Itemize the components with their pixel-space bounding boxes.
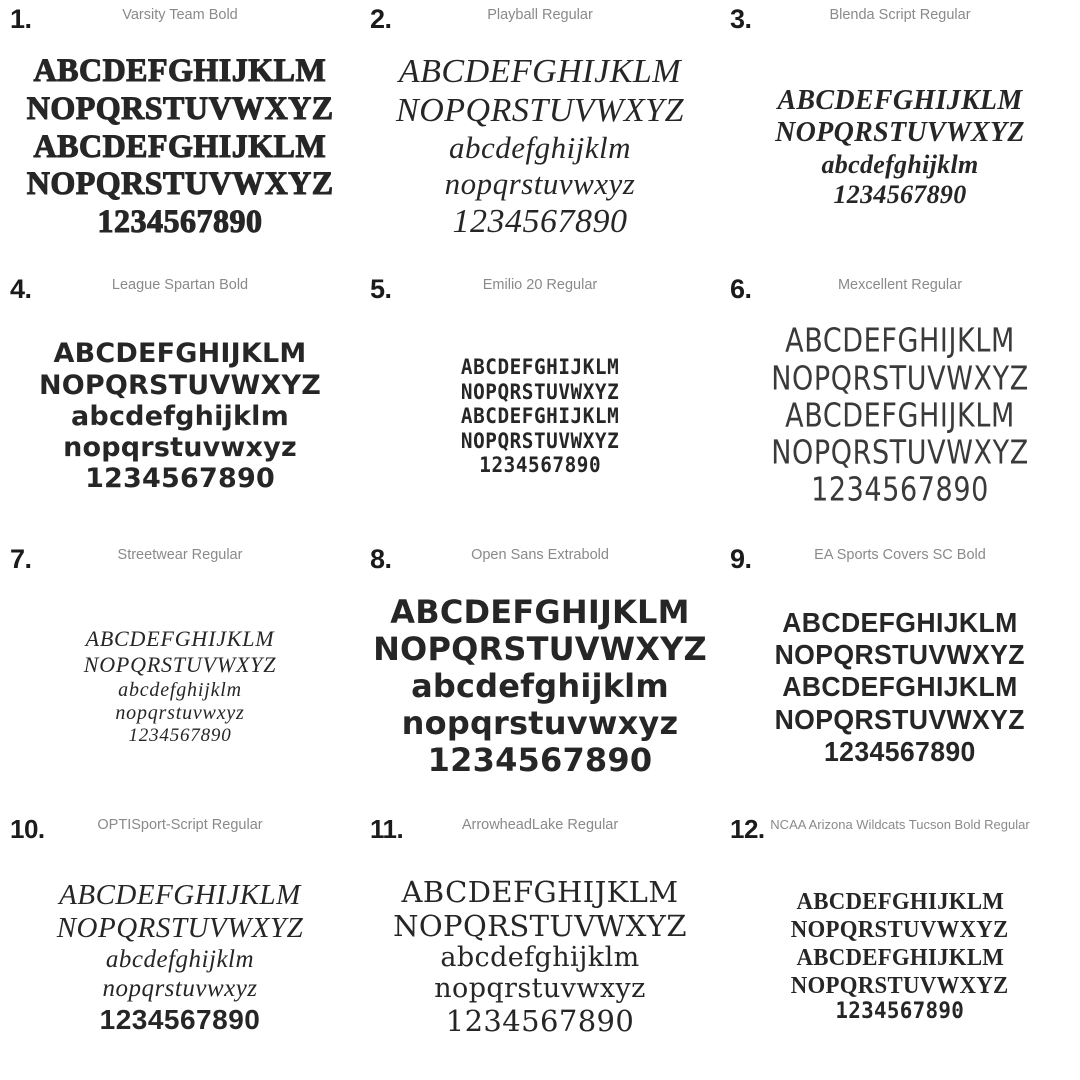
specimen-number: 6. bbox=[730, 274, 752, 304]
specimen-lines bbox=[366, 30, 714, 264]
specimen-card-11 bbox=[360, 810, 720, 1080]
specimen-card-5 bbox=[360, 270, 720, 540]
sample-line: ABCDEFGHIJKLM bbox=[401, 875, 679, 910]
sample-line-numerals: 1234567890 bbox=[824, 736, 976, 768]
font-name-label: OPTISport-Script Regular bbox=[97, 817, 263, 833]
specimen-lines bbox=[366, 840, 714, 1074]
specimen-number: 11. bbox=[370, 814, 404, 844]
sample-line: nopqrstuvwxyz bbox=[115, 701, 245, 724]
specimen-card-2 bbox=[360, 0, 720, 270]
font-name-label: League Spartan Bold bbox=[111, 277, 249, 293]
font-name-label: Playball Regular bbox=[487, 7, 593, 23]
sample-line: NOPQRSTUVWXYZ bbox=[791, 972, 1009, 999]
sample-line: ABCDEFGHIJKLM bbox=[59, 878, 301, 911]
specimen-card-1 bbox=[0, 0, 360, 270]
sample-line: NOPQRSTUVWXYZ bbox=[26, 166, 334, 203]
specimen-number: 9. bbox=[730, 544, 752, 574]
font-name-label: Varsity Team Bold bbox=[122, 7, 238, 23]
sample-line-numerals: 1234567890 bbox=[835, 999, 965, 1025]
specimen-card-10 bbox=[0, 810, 360, 1080]
sample-line: NOPQRSTUVWXYZ bbox=[774, 703, 1026, 735]
specimen-number: 4. bbox=[10, 274, 32, 304]
sample-line: nopqrstuvwxyz bbox=[444, 166, 636, 202]
font-name-label: Mexcellent Regular bbox=[837, 277, 963, 293]
specimen-card-7 bbox=[0, 540, 360, 810]
specimen-lines bbox=[726, 300, 1074, 534]
specimen-header bbox=[726, 814, 1074, 844]
font-name-label: NCAA Arizona Wildcats Tucson Bold Regular bbox=[770, 817, 1030, 832]
sample-line: ABCDEFGHIJKLM bbox=[33, 128, 327, 165]
specimen-card-9 bbox=[720, 540, 1080, 810]
sample-line: ABCDEFGHIJKLM bbox=[53, 338, 307, 370]
specimen-header bbox=[6, 4, 354, 34]
specimen-number: 3. bbox=[730, 4, 752, 34]
sample-line: abcdefghijklm bbox=[448, 130, 632, 166]
sample-line: abcdefghijklm bbox=[118, 678, 242, 701]
sample-line: abcdefghijklm bbox=[411, 667, 669, 706]
sample-line: nopqrstuvwxyz bbox=[401, 703, 679, 742]
sample-line: NOPQRSTUVWXYZ bbox=[26, 90, 334, 127]
specimen-header bbox=[366, 4, 714, 34]
specimen-number: 10. bbox=[10, 814, 45, 844]
sample-line: ABCDEFGHIJKLM bbox=[796, 944, 1004, 971]
specimen-card-12 bbox=[720, 810, 1080, 1080]
specimen-number: 8. bbox=[370, 544, 392, 574]
sample-line: abcdefghijklm bbox=[821, 149, 979, 179]
sample-line-numerals: 1234567890 bbox=[833, 179, 967, 209]
specimen-lines bbox=[366, 570, 714, 804]
specimen-number: 2. bbox=[370, 4, 392, 34]
sample-line: NOPQRSTUVWXYZ bbox=[771, 360, 1029, 398]
sample-line: ABCDEFGHIJKLM bbox=[398, 53, 682, 91]
specimen-header bbox=[366, 274, 714, 304]
sample-line: abcdefghijklm bbox=[71, 400, 289, 432]
specimen-header bbox=[366, 544, 714, 574]
font-name-label: Blenda Script Regular bbox=[829, 7, 971, 23]
specimen-card-8 bbox=[360, 540, 720, 810]
sample-line-numerals: 1234567890 bbox=[427, 740, 653, 779]
sample-line: NOPQRSTUVWXYZ bbox=[396, 92, 684, 130]
sample-line: ABCDEFGHIJKLM bbox=[782, 671, 1018, 703]
sample-line: nopqrstuvwxyz bbox=[434, 973, 646, 1005]
sample-line: ABCDEFGHIJKLM bbox=[85, 626, 275, 652]
sample-line: NOPQRSTUVWXYZ bbox=[791, 916, 1009, 943]
specimen-card-6 bbox=[720, 270, 1080, 540]
specimen-lines bbox=[726, 570, 1074, 804]
specimen-header bbox=[726, 274, 1074, 304]
sample-line-numerals: 1234567890 bbox=[479, 453, 601, 478]
font-name-label: Emilio 20 Regular bbox=[482, 277, 598, 293]
specimen-header bbox=[6, 544, 354, 574]
specimen-lines bbox=[6, 300, 354, 534]
specimen-lines bbox=[726, 30, 1074, 264]
specimen-header bbox=[6, 274, 354, 304]
specimen-number: 5. bbox=[370, 274, 392, 304]
specimen-header bbox=[726, 4, 1074, 34]
specimen-number: 1. bbox=[10, 4, 32, 34]
sample-line: ABCDEFGHIJKLM bbox=[460, 404, 620, 429]
sample-line: abcdefghijklm bbox=[105, 945, 255, 973]
specimen-number: 7. bbox=[10, 544, 32, 574]
sample-line: NOPQRSTUVWXYZ bbox=[774, 638, 1026, 670]
specimen-lines bbox=[6, 30, 354, 264]
sample-line: abcdefghijklm bbox=[440, 942, 640, 973]
sample-line: nopqrstuvwxyz bbox=[63, 432, 297, 464]
sample-line: NOPQRSTUVWXYZ bbox=[373, 630, 707, 669]
font-name-label: Open Sans Extrabold bbox=[471, 547, 609, 563]
sample-line-numerals: 1234567890 bbox=[128, 725, 232, 747]
sample-line: NOPQRSTUVWXYZ bbox=[775, 117, 1025, 149]
sample-line-numerals: 1234567890 bbox=[85, 463, 275, 495]
sample-line: ABCDEFGHIJKLM bbox=[782, 606, 1018, 638]
sample-line: nopqrstuvwxyz bbox=[102, 974, 258, 1002]
font-name-label: EA Sports Covers SC Bold bbox=[814, 547, 986, 563]
specimen-card-4 bbox=[0, 270, 360, 540]
sample-line-numerals: 1234567890 bbox=[811, 471, 989, 510]
sample-line: NOPQRSTUVWXYZ bbox=[460, 379, 620, 404]
sample-line: ABCDEFGHIJKLM bbox=[777, 85, 1023, 117]
sample-line: ABCDEFGHIJKLM bbox=[785, 397, 1015, 436]
specimen-card-3 bbox=[720, 0, 1080, 270]
sample-line: ABCDEFGHIJKLM bbox=[33, 52, 327, 89]
specimen-lines bbox=[6, 840, 354, 1074]
specimen-lines bbox=[726, 840, 1074, 1074]
sample-line: ABCDEFGHIJKLM bbox=[390, 593, 690, 632]
specimen-header bbox=[726, 544, 1074, 574]
sample-line: NOPQRSTUVWXYZ bbox=[393, 908, 687, 943]
sample-line: NOPQRSTUVWXYZ bbox=[56, 912, 304, 945]
sample-line: NOPQRSTUVWXYZ bbox=[771, 434, 1029, 473]
sample-line-numerals: 1234567890 bbox=[97, 204, 263, 241]
font-name-label: Streetwear Regular bbox=[117, 547, 243, 563]
font-name-label: ArrowheadLake Regular bbox=[461, 817, 619, 833]
sample-line: NOPQRSTUVWXYZ bbox=[460, 428, 620, 453]
specimen-header bbox=[366, 814, 714, 844]
sample-line: NOPQRSTUVWXYZ bbox=[83, 651, 277, 677]
sample-line: ABCDEFGHIJKLM bbox=[460, 355, 620, 380]
sample-line: ABCDEFGHIJKLM bbox=[785, 322, 1015, 361]
sample-line-numerals: 1234567890 bbox=[452, 202, 628, 240]
sample-line: NOPQRSTUVWXYZ bbox=[38, 369, 322, 401]
specimen-lines bbox=[366, 300, 714, 534]
sample-line-numerals: 1234567890 bbox=[99, 1003, 261, 1035]
sample-line: ABCDEFGHIJKLM bbox=[796, 888, 1004, 915]
sample-line-numerals: 1234567890 bbox=[445, 1004, 635, 1039]
specimen-number: 12. bbox=[730, 814, 765, 844]
specimen-lines bbox=[6, 570, 354, 804]
specimen-header bbox=[6, 814, 354, 844]
